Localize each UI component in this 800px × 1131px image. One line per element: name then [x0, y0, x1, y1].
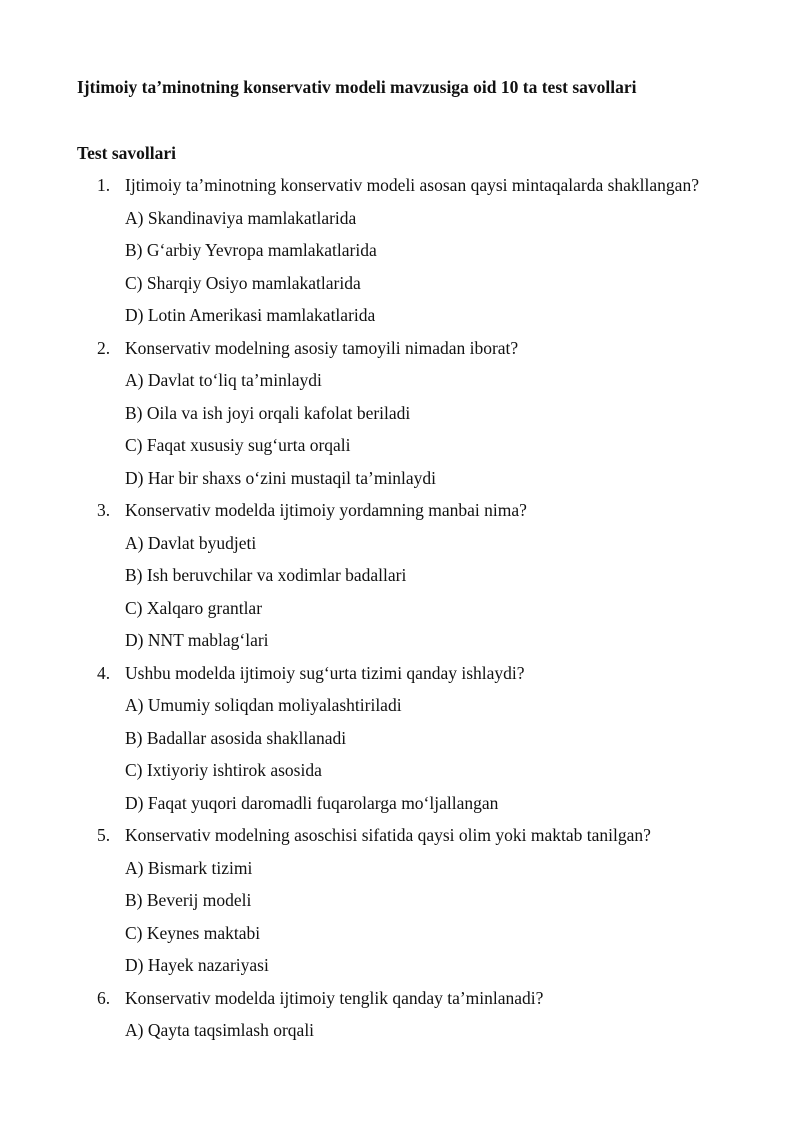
question-number: 3.: [97, 500, 111, 520]
answer-option-d: D) Hayek nazariyasi: [125, 955, 269, 975]
answer-option: [0, 627, 800, 660]
answer-option-c: C) Ixtiyoriy ishtirok asosida: [125, 760, 322, 780]
question-number: 5.: [97, 825, 111, 845]
answer-option-c: C) Faqat xususiy sug‘urta orqali: [125, 435, 351, 455]
answer-option: [0, 432, 800, 465]
question-number: 6.: [97, 987, 111, 1008]
question-6: [0, 985, 800, 1018]
answer-option-b: B) Oila va ish joyi orqali kafolat beriladi: [125, 402, 411, 423]
answer-option-b: B) Badallar asosida shakllanadi: [125, 727, 347, 748]
question-5: [0, 822, 800, 855]
question-text: Ijtimoiy ta’minotning konservativ modeli asosan qaysi mintaqalarda shakllangan?: [125, 175, 699, 195]
answer-option-a: A) Qayta taqsimlash orqali: [125, 1020, 315, 1040]
answer-option-c: C) Xalqaro grantlar: [125, 597, 263, 618]
question-list: [0, 172, 800, 1050]
question-4: [0, 660, 800, 693]
answer-option-c: C) Sharqiy Osiyo mamlakatlarida: [125, 272, 361, 293]
answer-option: [0, 562, 800, 595]
answer-option: [0, 237, 800, 270]
answer-option: [0, 270, 800, 303]
answer-option: [0, 205, 800, 238]
question-text: Konservativ modelda ijtimoiy tenglik qanday ta’minlanadi?: [125, 987, 544, 1008]
answer-option: [0, 920, 800, 953]
answer-option: [0, 887, 800, 920]
answer-option: [0, 790, 800, 823]
question-text: Ushbu modelda ijtimoiy sug‘urta tizimi qanday ishlaydi?: [125, 662, 525, 683]
section-title: Test savollari: [77, 143, 177, 163]
answer-option-a: A) Davlat to‘liq ta’minlaydi: [125, 370, 322, 390]
answer-option-d: D) Lotin Amerikasi mamlakatlarida: [125, 305, 376, 325]
answer-option: [0, 595, 800, 628]
question-number: 1.: [97, 175, 111, 195]
answer-option-a: A) Umumiy soliqdan moliyalashtiriladi: [125, 695, 402, 715]
answer-option: [0, 757, 800, 790]
question-1: [0, 172, 800, 205]
answer-option-b: B) Ish beruvchilar va xodimlar badallari: [125, 565, 407, 585]
question-text: Konservativ modelda ijtimoiy yordamning manbai nima?: [125, 500, 527, 520]
answer-option: [0, 465, 800, 498]
answer-option: [0, 952, 800, 985]
answer-option: [0, 725, 800, 758]
answer-option: [0, 367, 800, 400]
answer-option: [0, 1017, 800, 1050]
answer-option: [0, 855, 800, 888]
answer-option-c: C) Keynes maktabi: [125, 922, 261, 943]
document-title: Ijtimoiy ta’minotning konservativ modeli mavzusiga oid 10 ta test savollari: [77, 77, 637, 97]
answer-option: [0, 400, 800, 433]
answer-option: [0, 692, 800, 725]
answer-option: [0, 302, 800, 335]
answer-option-d: D) NNT mablag‘lari: [125, 630, 269, 650]
answer-option-a: A) Skandinaviya mamlakatlarida: [125, 207, 357, 228]
question-2: [0, 335, 800, 368]
question-3: [0, 497, 800, 530]
question-text: Konservativ modelning asosiy tamoyili nimadan iborat?: [125, 337, 519, 358]
answer-option: [0, 530, 800, 563]
question-text: Konservativ modelning asoschisi sifatida qaysi olim yoki maktab tanilgan?: [125, 825, 651, 845]
answer-option-a: A) Davlat byudjeti: [125, 532, 257, 553]
question-number: 2.: [97, 337, 111, 358]
answer-option-d: D) Har bir shaxs o‘zini mustaqil ta’minlaydi: [125, 467, 437, 488]
question-number: 4.: [97, 662, 111, 683]
answer-option-b: B) G‘arbiy Yevropa mamlakatlarida: [125, 240, 377, 260]
answer-option-d: D) Faqat yuqori daromadli fuqarolarga mo‘ljallangan: [125, 792, 499, 813]
answer-option-b: B) Beverij modeli: [125, 890, 252, 910]
answer-option-a: A) Bismark tizimi: [125, 857, 253, 878]
